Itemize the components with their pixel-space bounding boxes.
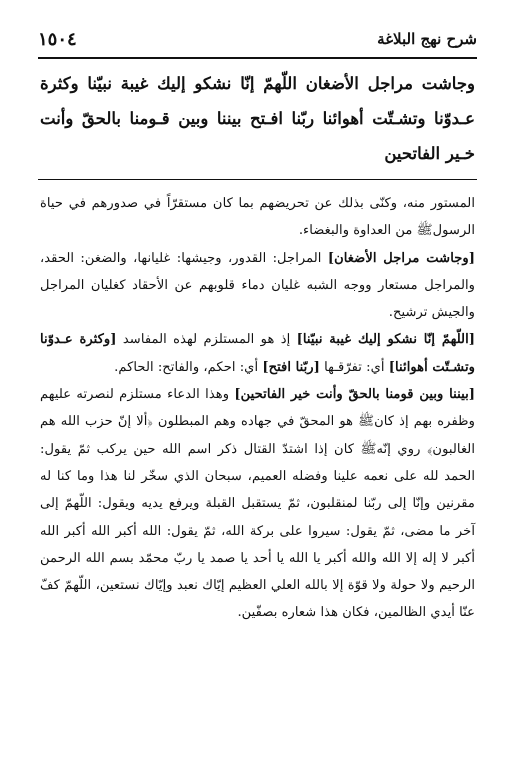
lemma-heading: [اللّهمّ إنّا نشكو إليك غيبة نبيّنا] xyxy=(296,332,475,348)
paragraph-text: إذ هو المستلزم لهذه المفاسد xyxy=(116,332,297,348)
page-number: ١٥٠٤ xyxy=(38,28,77,50)
header-divider xyxy=(38,57,477,59)
commentary-body xyxy=(40,190,475,627)
lemma-heading: [ربّنا افتح] xyxy=(262,359,320,375)
section-divider xyxy=(38,179,477,180)
commentary-paragraph-2 xyxy=(40,245,475,327)
lemma-heading: [وكثرة عـدوّنا وتشـتّت أهوائنا] xyxy=(40,332,475,375)
running-title: شرح نهج البلاغة xyxy=(377,30,477,48)
paragraph-text: المستور منه، وكنّى بذلك عن تحريضهم بما كان مستقرّاً في صدورهم في حياة الرسولﷺ من العداوة والبغضاء. xyxy=(40,196,475,239)
lemma-heading: [وجاشت مراجل الأضغان] xyxy=(327,250,475,266)
paragraph-text: أي: تفرّقـها xyxy=(319,359,389,375)
paragraph-text: وهذا الدعاء مستلزم لنصرته عليهم وظفره بهم إذ كانﷺ هو المحقّ في جهاده وهم المبطلون ﴿ألا إنّ حزب الله هم الغالبون﴾ روي إنّهﷺ كان إذا اشتدّ القتال ذكر اسم الله حين يركب ثمّ يقول: الحمد لله على نعمه علينا وفضله العميم، سبحان الذي سخّر لنا هذا وما كنا له مقرنين وإنّا إلى ربّنا لمنقلبون، ثمّ يستقبل القبلة ويرفع يديه ويقول: اللّهمّ إلى آخر ما مضى، ثمّ يقول: سيروا على بركة الله، ثمّ يقول: الله أكبر الله أكبر الله أكبر لا إله إلا الله والله أكبر يا الله يا أحد يا صمد يا ربّ محمّد بسم الله الرحمن الرحيم ولا حولة ولا قوّة إلا بالله العلي العظيم إيّاك نعبد وإيّاك نستعين، اللّهمّ كفّ عنّا أيدي الظالمين، فكان هذا شعاره بصفّين. xyxy=(40,387,475,621)
page-header xyxy=(38,24,477,54)
sermon-excerpt: وجاشت مراجل الأضغان اللّهمّ إنّا نشكو إليك غيبة نبيّنا وكثرة عـدوّنا وتشـتّت أهوائنا ربّنا افـتح بيننا وبين قـومنا بالحقّ وأنت خـير الفاتحين xyxy=(40,74,475,163)
paragraph-text: المراجل: القدور، وجيشها: غليانها، والضغن: الحقد، والمراجل مستعار ووجه الشبه غليان دماء قلوبهم عن الأحقاد كغليان المراجل والجيش ترشيح. xyxy=(40,250,475,321)
lemma-heading: [بيننا وبين قومنا بالحقّ وأنت خير الفاتحين] xyxy=(234,387,475,403)
commentary-paragraph-4 xyxy=(40,381,475,627)
paragraph-text: أي: احكم، والفاتح: الحاكم. xyxy=(114,359,263,375)
commentary-paragraph-1 xyxy=(40,190,475,245)
commentary-paragraph-3 xyxy=(40,326,475,381)
